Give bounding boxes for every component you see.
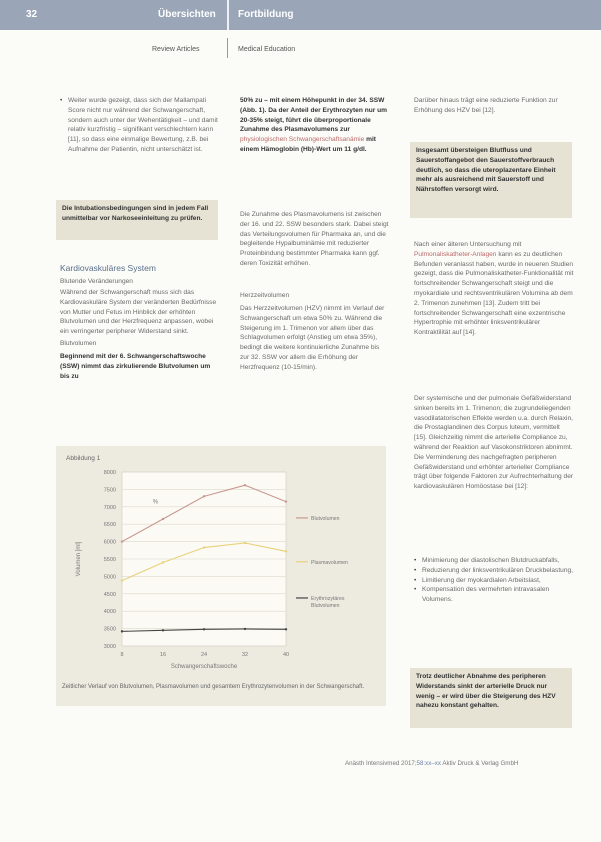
col2-top-para — [240, 96, 390, 155]
subheading-cardiac-output: Herzzeitvolumen — [240, 292, 290, 299]
data-point — [162, 561, 164, 563]
subheading-blood-volume: Blutvolumen — [60, 340, 97, 347]
col2-para1: Die Zunahme des Plasmavolumens ist zwischen der 16. und 22. SSW besonders stark. Dabei steigt das Verteilungsvolumen für Pharmaka an, und die begleitende Hypalbuminämie mit reduzierter Proteinbindung bestimmter Pharmaka kann ggf. deren Toxizität erhöhen. — [240, 211, 389, 267]
data-point — [285, 500, 287, 502]
figure-box — [56, 446, 386, 706]
col2-para2: Das Herzzeitvolumen (HZV) nimmt im Verlauf der Schwangerschaft um etwa 50% zu. Während die Steigerung im 1. Trimenon vor allem über das Schlagvolumen erfolgt (Anstieg um etwa 35%), bedingt die weitere kontinuierliche Zunahme bis zur 32. SSW vor allem die Erhöhung der Herzfrequenz (10-15/min). — [240, 305, 385, 371]
y-tick-label: 4000 — [103, 609, 116, 616]
chart-annotation: % — [152, 499, 159, 506]
section-title-left: Übersichten — [158, 9, 216, 20]
col3-highlight-box-2: Trotz deutlicher Abnahme des peripheren Widerstands sinkt der arterielle Druck nur wenig – er wird über die Steigerung des HZV nahezu konstant gehalten. — [410, 668, 572, 728]
y-tick-label: 8000 — [103, 470, 116, 476]
page-footer — [345, 760, 518, 767]
col3-para2-b: kann es zu deutlichen Befunden veranlasst haben, wurde in neueren Studien gezeigt, dass die Pulmonaliskatheter-Funktionalität mit fortschreitender Schwangerschaft steigt und die myokardiale und rechtsventrikulären Volumina ab dem 2. Trimenon zunehmen [13]. Zudem tritt bei fortschreitender Schwangerschaft eine exzentrische Hypertrophie mit erhöhter linksventrikulärer Kontraktilität auf [14]. — [414, 250, 574, 337]
x-tick-label: 24 — [200, 652, 208, 658]
list-item: • Reduzierung der linksventrikulären Druckbelastung, — [414, 566, 574, 576]
chart-title: Abbildung 1 — [66, 455, 101, 462]
data-point — [121, 579, 123, 581]
y-tick-label: 5000 — [103, 574, 116, 581]
y-tick-label: 3000 — [103, 644, 116, 650]
x-tick-label: 8 — [120, 652, 124, 658]
chart-svg — [56, 446, 386, 706]
section-heading-cardiovascular: Kardiovaskuläres System — [60, 263, 156, 273]
subheader-left: Review Articles — [152, 46, 200, 53]
data-point — [285, 550, 287, 552]
x-tick-label: 16 — [159, 652, 167, 658]
x-tick-label: 40 — [282, 652, 290, 658]
list-item: • Limitierung der myokardialen Arbeitslast, — [414, 576, 574, 586]
subheader-right: Medical Education — [238, 46, 296, 53]
y-tick-label: 7500 — [103, 487, 116, 494]
data-point — [244, 484, 246, 486]
x-tick-label: 32 — [241, 652, 249, 658]
y-axis-label: Volumen [ml] — [76, 541, 82, 577]
data-point — [244, 542, 246, 544]
col3-bullets — [414, 556, 574, 605]
data-point — [203, 495, 205, 497]
figure-caption: Zeitlicher Verlauf von Blutvolumen, Plasmavolumen und gesamtem Erythrozytenvolumen in der Schwangerschaft. — [62, 684, 365, 690]
subheading-1: Blutende Veränderungen — [60, 278, 133, 285]
col1-bold-para: Beginnend mit der 6. Schwangerschaftswoche (SSW) nimmt das zirkulierende Blutvolumen um bis zu — [60, 353, 211, 380]
header-divider — [227, 0, 229, 30]
data-point — [203, 546, 205, 548]
data-point — [203, 628, 205, 630]
subheader-divider — [227, 38, 228, 58]
col1-highlight-box: Die Intubationsbedingungen sind in jedem Fall unmittelbar vor Narkoseeinleitung zu prüfen. — [56, 200, 218, 240]
col3-highlight-box-1: Insgesamt übersteigen Blutfluss und Sauerstoffangebot den Sauerstoffverbrauch deutlich, so dass die uteroplazentare Einheit mehr als ausreichend mit Sauerstoff und Nährstoffen versorgt wird. — [410, 142, 572, 218]
data-point — [244, 628, 246, 630]
page-header-bar — [0, 0, 601, 30]
footer-publisher: Aktiv Druck & Verlag GmbH — [442, 760, 519, 767]
col3-para2-highlight: Pulmonaliskatheter-Anlagen — [414, 250, 497, 258]
col2-highlight-text: physiologischen Schwangerschaftsanämie — [240, 136, 365, 144]
list-item: • Minimierung der diastolischen Blutdruckabfalls, — [414, 556, 574, 566]
data-point — [162, 518, 164, 520]
data-point — [121, 540, 123, 542]
data-point — [121, 630, 123, 632]
section-title-right: Fortbildung — [238, 9, 294, 20]
y-tick-label: 3500 — [103, 626, 116, 633]
list-item: • Kompensation des vermehrten intravasalen Volumens. — [414, 585, 574, 605]
y-tick-label: 4500 — [103, 591, 116, 598]
legend-label: Plasmavolumen — [311, 559, 348, 566]
footer-volume: ;58:xx–xx — [414, 760, 441, 767]
page-number: 32 — [26, 9, 38, 20]
col1-bullet — [60, 96, 220, 155]
y-tick-label: 6500 — [103, 522, 116, 529]
legend-label: Erythrozytäres — [311, 595, 345, 602]
col3-para1: Darüber hinaus trägt eine reduzierte Funktion zur Erhöhung des HZV bei [12]. — [414, 97, 558, 114]
x-axis-label: Schwangerschaftswoche — [170, 664, 238, 670]
y-tick-label: 6000 — [103, 539, 116, 546]
data-point — [162, 629, 164, 631]
col1-para1: Während der Schwangerschaft muss sich das Kardiovaskuläre System der veränderten Bedürfnisse von Mutter und Fetus im Hinblick der erhöhten Blutvolumen und der Herzfrequenz anpassen, wobei ein verringerter peripherer Widerstand sinkt. — [60, 289, 217, 336]
col3-para3: Der systemische und der pulmonale Gefäßwiderstand sinken bereits im 1. Trimenon; die zugrundeliegenden vasodilatatorischen Effekte werden u.a. durch Relaxin, die Prostaglandinen des Corpus luteum, vermittelt [15]. Gleichzeitig nimmt die arterielle Compliance zu, während der Reaktion auf Vasokonstriktoren abnimmt. Die Verminderung des nachgefragten peripheren Gefäßwiderstand und erhöhter arterieller Compliance trägt über folgende Faktoren zur Aufrechterhaltung der kardiovaskulären Homöostase bei [12]: — [414, 395, 574, 491]
legend-label: Blutvolumen — [311, 515, 340, 522]
y-tick-label: 7000 — [103, 504, 116, 511]
data-point — [285, 628, 287, 630]
col2-bold-tail: mit einem Hämoglobin (Hb)-Wert um 11 g/dl. — [240, 136, 376, 153]
col3-para2 — [414, 240, 574, 338]
legend-label: Blutvolumen — [311, 602, 340, 609]
col1-bullet-item: • Weiter wurde gezeigt, dass sich der Mallampati Score nicht nur während der Schwangerschaft, sondern auch unter der Wehentätigkeit – und damit relativ kurzfristig – signifikant verschlechtern kann [11], so dass eine einmalige Bewertung, z.B. bei Aufnahme der Patientin, nicht unterschätzt ist. — [60, 96, 220, 155]
col3-para2-a: Nach einer älteren Untersuchung mit — [414, 241, 522, 248]
footer-prefix: Anästh Intensivmed 2017 — [345, 760, 415, 767]
y-tick-label: 5500 — [103, 557, 116, 563]
col2-bold-text: 50% zu – mit einem Höhepunkt in der 34. SSW (Abb. 1). Da der Anteil der Erythrozyten nur um 20-35% steigt, führt die überproportionale Zunahme des Plasmavolumens zur — [240, 97, 388, 134]
